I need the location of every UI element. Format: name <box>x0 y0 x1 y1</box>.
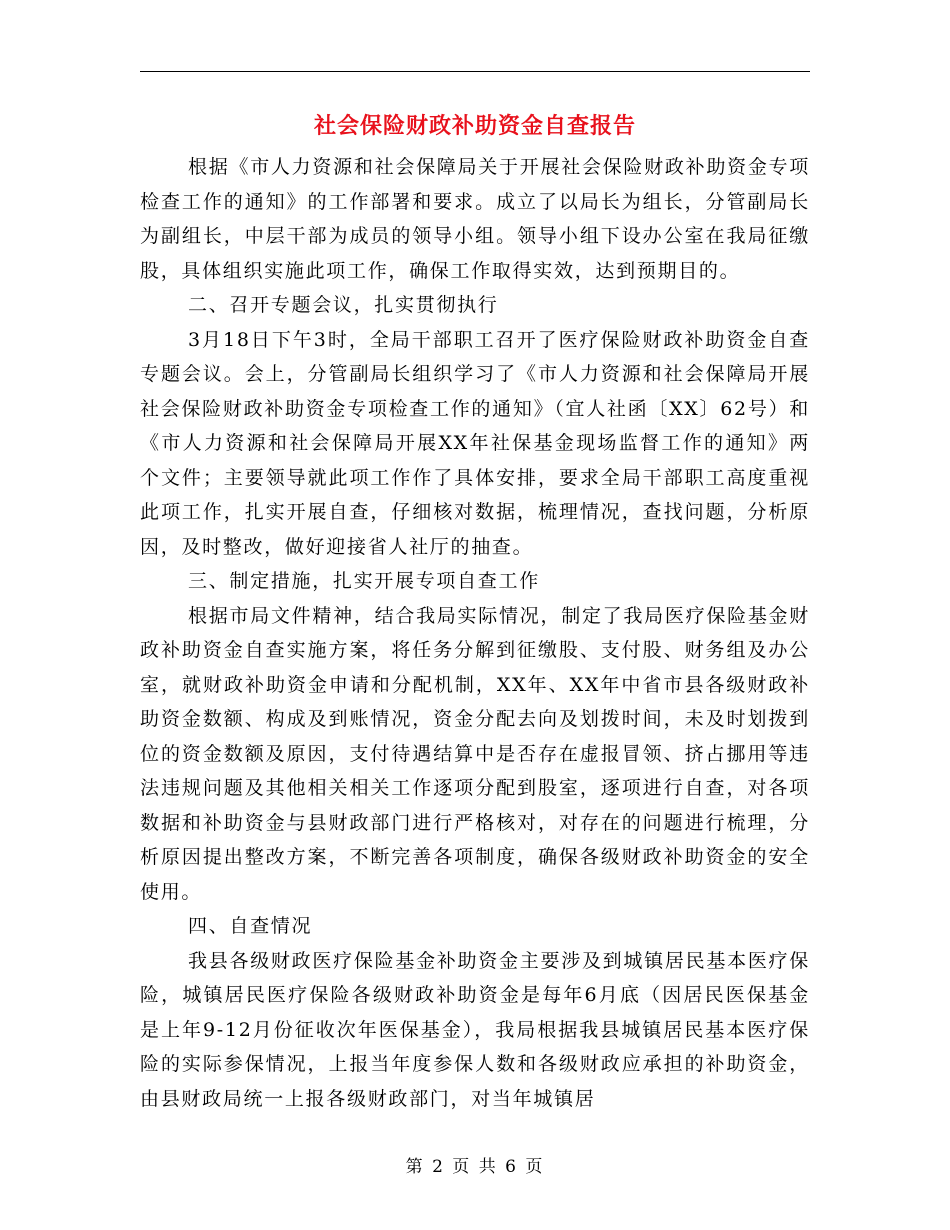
header-rule <box>140 71 810 72</box>
page-number-footer: 第 2 页 共 6 页 <box>405 1157 545 1177</box>
document-title: 社会保险财政补助资金自查报告 <box>313 113 636 139</box>
section-heading-4: 四、自查情况 <box>188 915 313 937</box>
paragraph-selfcheck: 我县各级财政医疗保险基金补助资金主要涉及到城镇居民基本医疗保险，城镇居民医疗保险各级财政补助资金是每年6月底（因居民医保基金是上年9-12月份征收次年医保基金），我局根据我县城镇居民基本医疗保险的实际参保情况，上报当年度参保人数和各级财政应承担的补助资金，由县财政局统一上报各级财政部门，对当年城镇居 <box>140 949 810 1110</box>
paragraph-meeting: 3月18日下午3时，全局干部职工召开了医疗保险财政补助资金自查专题会议。会上，分管副局长组织学习了《市人力资源和社会保障局开展社会保险财政补助资金专项检查工作的通知》（宜人社函〔XX〕62号）和《市人力资源和社会保障局开展XX年社保基金现场监督工作的通知》两个文件；主要领导就此项工作作了具体安排，要求全局干部职工高度重视此项工作，扎实开展自查，仔细核对数据，梳理情况，查找问题，分析原因，及时整改，做好迎接省人社厅的抽查。 <box>140 328 810 558</box>
section-heading-2: 二、召开专题会议，扎实贯彻执行 <box>188 294 499 316</box>
paragraph-measures: 根据市局文件精神，结合我局实际情况，制定了我局医疗保险基金财政补助资金自查实施方案，将任务分解到征缴股、支付股、财务组及办公室，就财政补助资金申请和分配机制，XX年、XX年中省市县各级财政补助资金数额、构成及到账情况，资金分配去向及划拨时间，未及时划拨到位的资金数额及原因，支付待遇结算中是否存在虚报冒领、挤占挪用等违法违规问题及其他相关相关工作逐项分配到股室，逐项进行自查，对各项数据和补助资金与县财政部门进行严格核对，对存在的问题进行梳理，分析原因提出整改方案，不断完善各项制度，确保各级财政补助资金的安全使用。 <box>140 604 810 903</box>
document-body <box>140 150 810 1116</box>
section-heading-3: 三、制定措施，扎实开展专项自查工作 <box>188 570 540 592</box>
paragraph-intro: 根据《市人力资源和社会保障局关于开展社会保险财政补助资金专项检查工作的通知》的工作部署和要求。成立了以局长为组长，分管副局长为副组长，中层干部为成员的领导小组。领导小组下设办公室在我局征缴股，具体组织实施此项工作，确保工作取得实效，达到预期目的。 <box>140 156 810 282</box>
